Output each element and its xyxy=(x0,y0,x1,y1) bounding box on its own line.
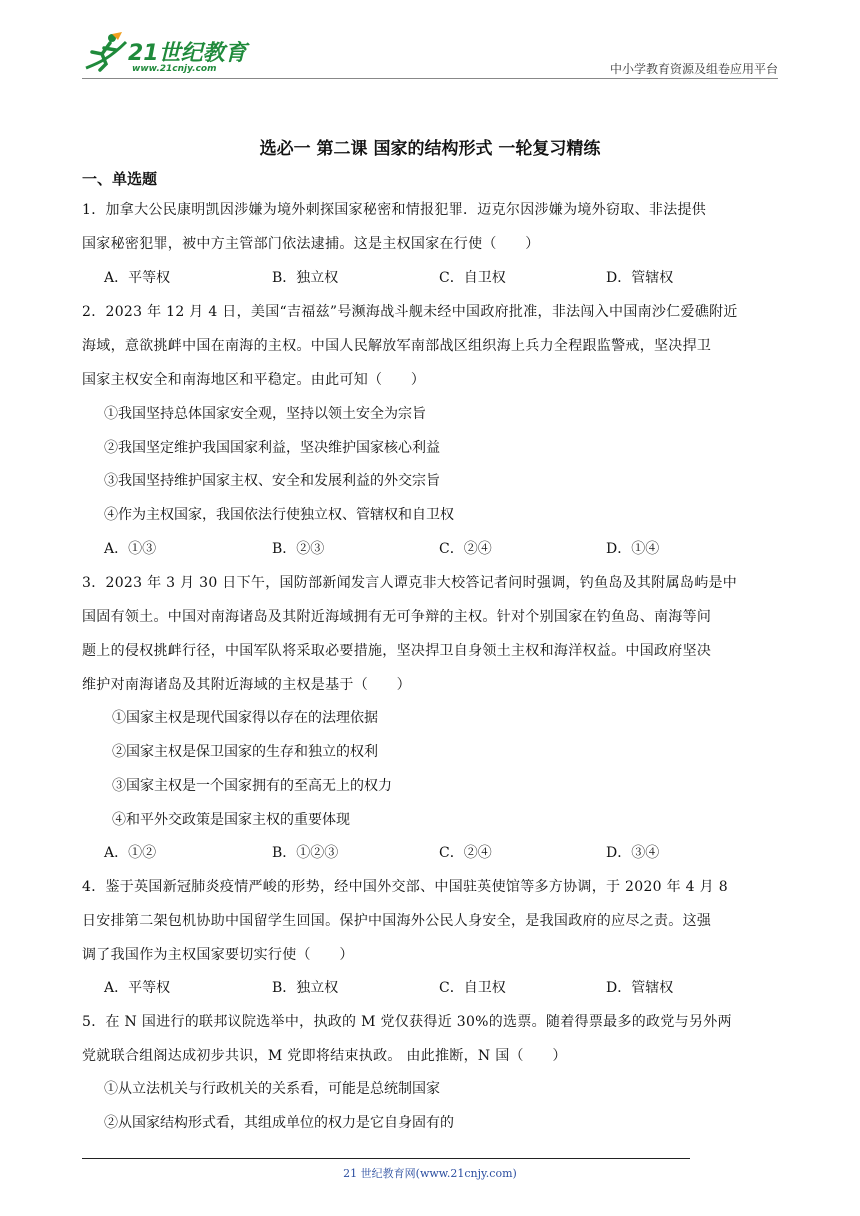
footer-divider xyxy=(82,1158,690,1159)
q2-item: ①我国坚持总体国家安全观，坚持以领土安全为宗旨 xyxy=(104,406,426,422)
q2-option-c: C．②④ xyxy=(439,541,492,557)
q2-item: ③我国坚持维护国家主权、安全和发展利益的外交宗旨 xyxy=(104,473,440,489)
q3-item: ③国家主权是一个国家拥有的至高无上的权力 xyxy=(112,778,392,794)
q5-item: ②从国家结构形式看，其组成单位的权力是它自身固有的 xyxy=(104,1115,454,1131)
q5-line: 5．在 N 国进行的联邦议院选举中，执政的 M 党仅获得近 30%的选票。随着得票最多的政党与另外两 xyxy=(82,1014,732,1030)
q3-item: ④和平外交政策是国家主权的重要体现 xyxy=(112,812,350,828)
q3-option-d: D．③④ xyxy=(606,845,660,861)
logo-url: www.21cnjy.com xyxy=(132,64,217,74)
q2-line: 海域，意欲挑衅中国在南海的主权。中国人民解放军南部战区组织海上兵力全程跟监警戒，坚决捍卫 xyxy=(82,338,712,354)
q2-option-b: B．②③ xyxy=(272,541,325,557)
page-title: 选必一 第二课 国家的结构形式 一轮复习精练 xyxy=(259,139,601,159)
q1-line: 1．加拿大公民康明凯因涉嫌为境外刺探国家秘密和情报犯罪．迈克尔因涉嫌为境外窃取、非法提供 xyxy=(82,202,707,218)
logo xyxy=(82,30,252,80)
q1-option-b: B．独立权 xyxy=(272,270,339,286)
q4-option-c: C．自卫权 xyxy=(439,980,506,996)
q4-option-d: D．管辖权 xyxy=(606,980,674,996)
q4-line: 4．鉴于英国新冠肺炎疫情严峻的形势，经中国外交部、中国驻英使馆等多方协调，于 2020 年 4 月 8 xyxy=(82,879,728,895)
header-divider xyxy=(82,78,778,79)
q1-option-d: D．管辖权 xyxy=(606,270,674,286)
q5-item: ①从立法机关与行政机关的关系看，可能是总统制国家 xyxy=(104,1081,440,1097)
q2-line: 国家主权安全和南海地区和平稳定。由此可知（ ） xyxy=(82,372,426,388)
q3-option-b: B．①②③ xyxy=(272,845,339,861)
q2-option-a: A．①③ xyxy=(104,541,157,557)
q5-line: 党就联合组阁达成初步共识，M 党即将结束执政。 由此推断，N 国（ ） xyxy=(82,1048,567,1064)
q2-line: 2．2023 年 12 月 4 日，美国“吉福兹”号濒海战斗舰未经中国政府批准，非法闯入中国南沙仁爱礁附近 xyxy=(82,304,738,320)
q4-line: 日安排第二架包机协助中国留学生回国。保护中国海外公民人身安全，是我国政府的应尽之责。这强 xyxy=(82,913,712,929)
q4-line: 调了我国作为主权国家要切实行使（ ） xyxy=(82,947,354,963)
header-platform-text: 中小学教育资源及组卷应用平台 xyxy=(609,62,778,76)
q3-option-c: C．②④ xyxy=(439,845,492,861)
q4-option-b: B．独立权 xyxy=(272,980,339,996)
section-heading: 一、单选题 xyxy=(82,170,158,188)
logo-text: 21世纪教育 xyxy=(128,41,247,66)
runner-logo-icon xyxy=(82,30,130,78)
q2-item: ②我国坚定维护我国国家利益，坚决维护国家核心利益 xyxy=(104,440,440,456)
q3-line: 题上的侵权挑衅行径，中国军队将采取必要措施，坚决捍卫自身领土主权和海洋权益。中国政府坚决 xyxy=(82,643,712,659)
q1-option-c: C．自卫权 xyxy=(439,270,506,286)
q3-item: ①国家主权是现代国家得以存在的法理依据 xyxy=(112,710,378,726)
page-header xyxy=(82,30,778,80)
q2-item: ④作为主权国家，我国依法行使独立权、管辖权和自卫权 xyxy=(104,507,454,523)
q3-line: 维护对南海诸岛及其附近海域的主权是基于（ ） xyxy=(82,677,411,693)
q1-option-a: A．平等权 xyxy=(104,270,171,286)
q1-line: 国家秘密犯罪，被中方主管部门依法逮捕。这是主权国家在行使（ ） xyxy=(82,236,540,252)
footer-text: 21 世纪教育网(www.21cnjy.com) xyxy=(343,1167,517,1180)
q3-option-a: A．①② xyxy=(104,845,157,861)
q3-line: 3．2023 年 3 月 30 日下午，国防部新闻发言人谭克非大校答记者问时强调，钓鱼岛及其附属岛屿是中 xyxy=(82,575,738,591)
q3-line: 国固有领土。中国对南海诸岛及其附近海域拥有无可争辩的主权。针对个别国家在钓鱼岛、南海等问 xyxy=(82,609,712,625)
q3-item: ②国家主权是保卫国家的生存和独立的权利 xyxy=(112,744,378,760)
q2-option-d: D．①④ xyxy=(606,541,660,557)
q4-option-a: A．平等权 xyxy=(104,980,171,996)
